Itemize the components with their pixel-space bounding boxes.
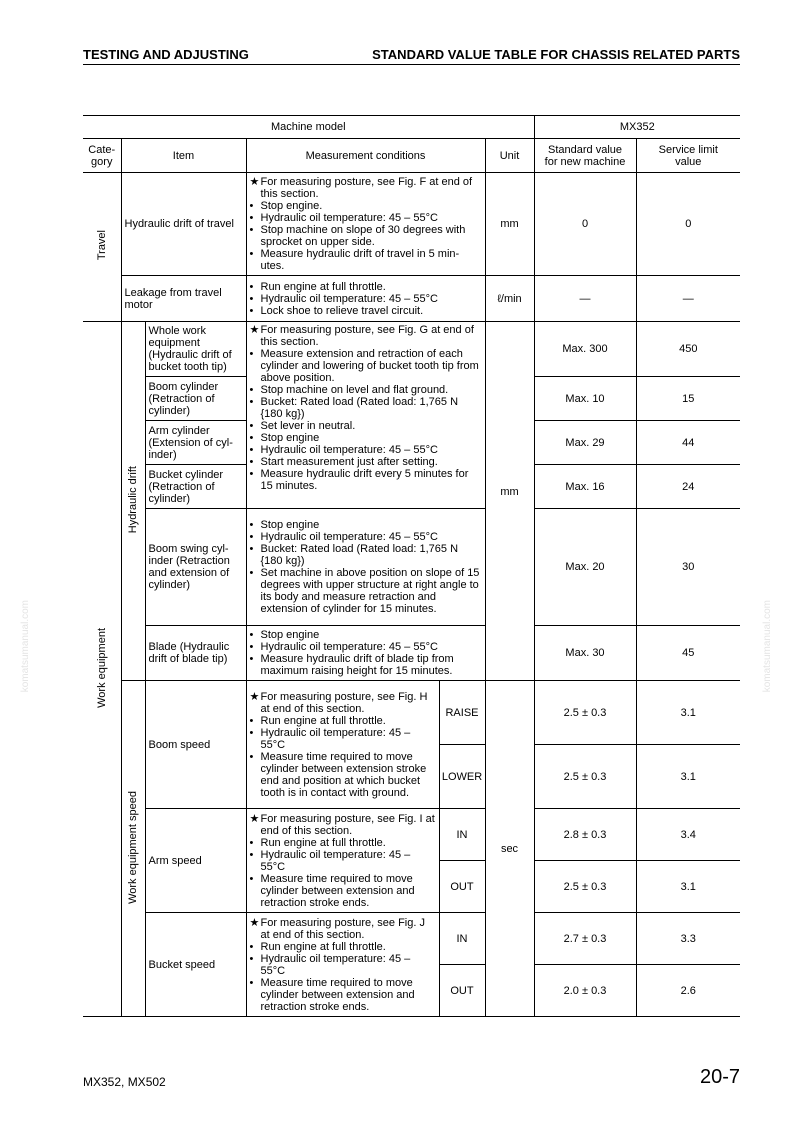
condition-item (250, 849, 436, 873)
service-limit-cell: 2.6 (636, 965, 740, 1017)
bullet-icon: • (249, 292, 254, 305)
service-limit-cell: 3.3 (636, 913, 740, 965)
service-limit-cell: 450 (636, 322, 740, 377)
bullet-icon: • (249, 872, 254, 885)
table-row (83, 173, 740, 276)
condition-text: Measure time required to move cylinder between extension and retraction stroke ends. (260, 976, 415, 1013)
condition-item (250, 977, 436, 1013)
condition-text: Lock shoe to relieve travel circuit. (260, 304, 424, 317)
service-limit-cell: 3.1 (636, 681, 740, 745)
condition-item (250, 691, 436, 715)
bullet-icon: • (249, 456, 254, 468)
condition-text: Measure extension and retraction of each cylinder and lowering of bucket tooth tip from above position. (260, 348, 479, 384)
condition-text: Stop engine (260, 519, 320, 531)
conditions-cell (246, 276, 485, 322)
header-rule (83, 64, 740, 65)
item-cell: Arm speed (145, 809, 246, 913)
standard-value-cell: 2.5 ± 0.3 (534, 681, 636, 745)
bullet-icon: • (249, 468, 254, 480)
standard-value-cell: Max. 29 (534, 421, 636, 465)
condition-text: For measuring posture, see Fig. J at end of this section. (260, 916, 425, 941)
item-cell: Whole work equipment (Hydraulic drift of bucket tooth tip) (145, 322, 246, 377)
bullet-icon: • (249, 940, 254, 953)
item-cell: Boom cylinder (Retraction of cylinder) (145, 377, 246, 421)
bullet-icon: • (249, 750, 254, 763)
item-cell: Leakage from travel motor (121, 276, 246, 322)
conditions-cell (246, 173, 485, 276)
bullet-icon: • (249, 653, 254, 665)
subcategory-hydraulic-drift (121, 322, 145, 681)
condition-item (250, 384, 482, 396)
watermark-right: komatsumanual.com (762, 600, 773, 693)
item-cell: Blade (Hydraulic drift of blade tip) (145, 626, 246, 681)
watermark-left: komatsumanual.com (20, 600, 31, 693)
machine-model-value: MX352 (534, 116, 740, 139)
table-row (83, 509, 740, 626)
condition-text: Run engine at full throttle. (260, 836, 386, 849)
condition-item (250, 567, 482, 615)
condition-item (250, 396, 482, 420)
condition-text: For measuring posture, see Fig. I at end of this section. (260, 812, 435, 837)
unit-cell: sec (485, 681, 534, 1017)
bullet-icon: • (249, 420, 254, 432)
condition-text: Run engine at full throttle. (260, 280, 386, 293)
condition-item (250, 444, 482, 456)
bullet-icon: • (249, 641, 254, 653)
category-work-equipment (83, 322, 121, 1017)
bullet-icon: • (249, 567, 254, 579)
bullet-icon: • (249, 543, 254, 555)
star-icon: ★ (249, 690, 260, 703)
condition-item (250, 293, 482, 305)
bullet-icon: • (249, 531, 254, 543)
condition-item (250, 953, 436, 977)
conditions-cell (246, 681, 439, 809)
standard-value-cell: 2.7 ± 0.3 (534, 913, 636, 965)
condition-item (250, 324, 482, 348)
condition-item (250, 543, 482, 567)
condition-text: Hydraulic oil temperature: 45 – 55°C (260, 212, 438, 224)
col-header-standard: Standard value for new machine (534, 139, 636, 173)
condition-item (250, 200, 482, 212)
subcategory-work-speed-label: Work equipment speed (127, 790, 139, 904)
conditions-cell (246, 509, 485, 626)
bullet-icon: • (249, 248, 254, 260)
standard-value-cell: 2.5 ± 0.3 (534, 861, 636, 913)
item-cell: Bucket speed (145, 913, 246, 1017)
item-cell: Hydraulic drift of travel (121, 173, 246, 276)
item-cell: Bucket cylinder (Retraction of cylinder) (145, 465, 246, 509)
star-icon: ★ (249, 812, 260, 825)
condition-text: Stop engine. (260, 200, 323, 212)
standard-value-cell: 2.8 ± 0.3 (534, 809, 636, 861)
condition-item (250, 813, 436, 837)
table-row (83, 913, 740, 965)
bullet-icon: • (249, 952, 254, 965)
condition-item (250, 432, 482, 444)
bullet-icon: • (249, 212, 254, 224)
service-limit-cell: 3.1 (636, 745, 740, 809)
subcategory-work-speed (121, 681, 145, 1017)
condition-item (250, 281, 482, 293)
header-section-title: TESTING AND ADJUSTING (83, 47, 249, 62)
condition-item (250, 629, 482, 641)
condition-text: Measure hydraulic drift of blade tip from maximum raising height for 15 minutes. (260, 653, 454, 677)
standard-value-cell: Max. 300 (534, 322, 636, 377)
condition-text: Hydraulic oil temperature: 45 – 55°C (260, 952, 411, 977)
table-row (83, 809, 740, 861)
condition-text: Hydraulic oil temperature: 45 – 55°C (260, 531, 438, 543)
star-icon: ★ (249, 916, 260, 929)
standard-value-cell: Max. 10 (534, 377, 636, 421)
standard-value-cell: Max. 30 (534, 626, 636, 681)
category-travel (83, 173, 121, 322)
unit-cell: ℓ/min (485, 276, 534, 322)
subcategory-hydraulic-drift-label: Hydraulic drift (127, 465, 139, 534)
condition-text: Measure time required to move cylinder between extension and retraction stroke ends. (260, 872, 415, 909)
condition-text: Set machine in above position on slope of 15 degrees with upper structure at right angle to its body and measure retraction and extension of cylinder for 15 minutes. (260, 567, 480, 615)
bullet-icon: • (249, 629, 254, 641)
bullet-icon: • (249, 976, 254, 989)
col-header-conditions: Measurement conditions (246, 139, 485, 173)
standard-value-cell: Max. 20 (534, 509, 636, 626)
condition-text: For measuring posture, see Fig. H at end of this section. (260, 690, 428, 715)
bullet-icon: • (249, 726, 254, 739)
condition-text: Bucket: Rated load (Rated load: 1,765 N {180 kg}) (260, 543, 459, 567)
service-limit-cell: 30 (636, 509, 740, 626)
condition-item (250, 531, 482, 543)
service-limit-cell: 3.4 (636, 809, 740, 861)
condition-item (250, 224, 482, 248)
condition-item (250, 519, 482, 531)
col-header-category: Cate- gory (83, 139, 121, 173)
service-limit-cell: 44 (636, 421, 740, 465)
unit-cell: mm (485, 173, 534, 276)
condition-text: Stop engine (260, 432, 320, 444)
condition-item (250, 305, 482, 317)
condition-text: Hydraulic oil temperature: 45 – 55°C (260, 726, 411, 751)
col-header-unit: Unit (485, 139, 534, 173)
conditions-cell (246, 322, 485, 509)
condition-text: Run engine at full throttle. (260, 940, 386, 953)
condition-text: Measure hydraulic drift of travel in 5 min-utes. (260, 248, 460, 272)
condition-item (250, 727, 436, 751)
col-header-item: Item (121, 139, 246, 173)
bullet-icon: • (249, 396, 254, 408)
bullet-icon: • (249, 519, 254, 531)
bullet-icon: • (249, 836, 254, 849)
bullet-icon: • (249, 432, 254, 444)
condition-item (250, 941, 436, 953)
condition-text: Measure time required to move cylinder between extension stroke end and position at which bucket tooth is in contact with ground. (260, 750, 427, 799)
condition-item (250, 917, 436, 941)
conditions-cell (246, 809, 439, 913)
conditions-cell (246, 913, 439, 1017)
category-work-equipment-label: Work equipment (95, 627, 108, 708)
condition-item (250, 751, 436, 799)
table-row (83, 681, 740, 745)
condition-text: Stop machine on level and flat ground. (260, 384, 449, 396)
condition-text: Set lever in neutral. (260, 420, 356, 432)
service-limit-cell: 24 (636, 465, 740, 509)
condition-item (250, 837, 436, 849)
mode-cell: OUT (439, 861, 485, 913)
bullet-icon: • (249, 714, 254, 727)
condition-item (250, 468, 482, 492)
service-limit-cell: 15 (636, 377, 740, 421)
star-icon: ★ (249, 176, 260, 188)
header-page-title: STANDARD VALUE TABLE FOR CHASSIS RELATED PARTS (372, 47, 740, 62)
condition-text: Measure hydraulic drift every 5 minutes for 15 minutes. (260, 468, 469, 492)
standard-value-cell: 2.0 ± 0.3 (534, 965, 636, 1017)
standard-value-cell: 0 (534, 173, 636, 276)
mode-cell: LOWER (439, 745, 485, 809)
col-header-service: Service limit value (636, 139, 740, 173)
bullet-icon: • (249, 304, 254, 317)
condition-text: Start measurement just after setting. (260, 456, 438, 468)
condition-item (250, 641, 482, 653)
condition-text: Hydraulic oil temperature: 45 – 55°C (260, 444, 438, 456)
bullet-icon: • (249, 444, 254, 456)
condition-item (250, 715, 436, 727)
condition-text: Bucket: Rated load (Rated load: 1,765 N {180 kg}) (260, 396, 459, 420)
condition-text: For measuring posture, see Fig. G at end of this section. (260, 324, 474, 348)
item-cell: Boom swing cyl-inder (Retraction and extension of cylinder) (145, 509, 246, 626)
condition-text: Hydraulic oil temperature: 45 – 55°C (260, 292, 438, 305)
service-limit-cell: 3.1 (636, 861, 740, 913)
condition-item (250, 420, 482, 432)
machine-model-label: Machine model (83, 116, 534, 139)
condition-item (250, 456, 482, 468)
mode-cell: RAISE (439, 681, 485, 745)
bullet-icon: • (249, 348, 254, 360)
standard-value-cell: — (534, 276, 636, 322)
condition-text: Hydraulic oil temperature: 45 – 55°C (260, 848, 411, 873)
condition-text: Hydraulic oil temperature: 45 – 55°C (260, 641, 438, 653)
condition-text: Stop machine on slope of 30 degrees with sprocket on upper side. (260, 224, 466, 248)
service-limit-cell: — (636, 276, 740, 322)
unit-cell: mm (485, 322, 534, 681)
footer-models: MX352, MX502 (83, 1075, 166, 1089)
table-row (83, 276, 740, 322)
bullet-icon: • (249, 224, 254, 236)
standard-value-cell: Max. 16 (534, 465, 636, 509)
bullet-icon: • (249, 280, 254, 293)
conditions-cell (246, 626, 485, 681)
category-travel-label: Travel (95, 230, 108, 261)
standard-value-table (83, 115, 740, 1017)
condition-text: For measuring posture, see Fig. F at end of this section. (260, 176, 473, 200)
bullet-icon: • (249, 384, 254, 396)
star-icon: ★ (249, 324, 260, 336)
bullet-icon: • (249, 848, 254, 861)
item-cell: Boom speed (145, 681, 246, 809)
mode-cell: IN (439, 809, 485, 861)
condition-item (250, 248, 482, 272)
standard-value-cell: 2.5 ± 0.3 (534, 745, 636, 809)
condition-item (250, 212, 482, 224)
mode-cell: IN (439, 913, 485, 965)
table-row (83, 322, 740, 377)
mode-cell: OUT (439, 965, 485, 1017)
service-limit-cell: 45 (636, 626, 740, 681)
condition-item (250, 873, 436, 909)
service-limit-cell: 0 (636, 173, 740, 276)
condition-item (250, 653, 482, 677)
bullet-icon: • (249, 200, 254, 212)
table-row (83, 626, 740, 681)
item-cell: Arm cylinder (Extension of cyl-inder) (145, 421, 246, 465)
page-number: 20-7 (699, 1066, 740, 1088)
condition-text: Run engine at full throttle. (260, 714, 386, 727)
condition-item (250, 176, 482, 200)
condition-text: Stop engine (260, 629, 320, 641)
condition-item (250, 348, 482, 384)
